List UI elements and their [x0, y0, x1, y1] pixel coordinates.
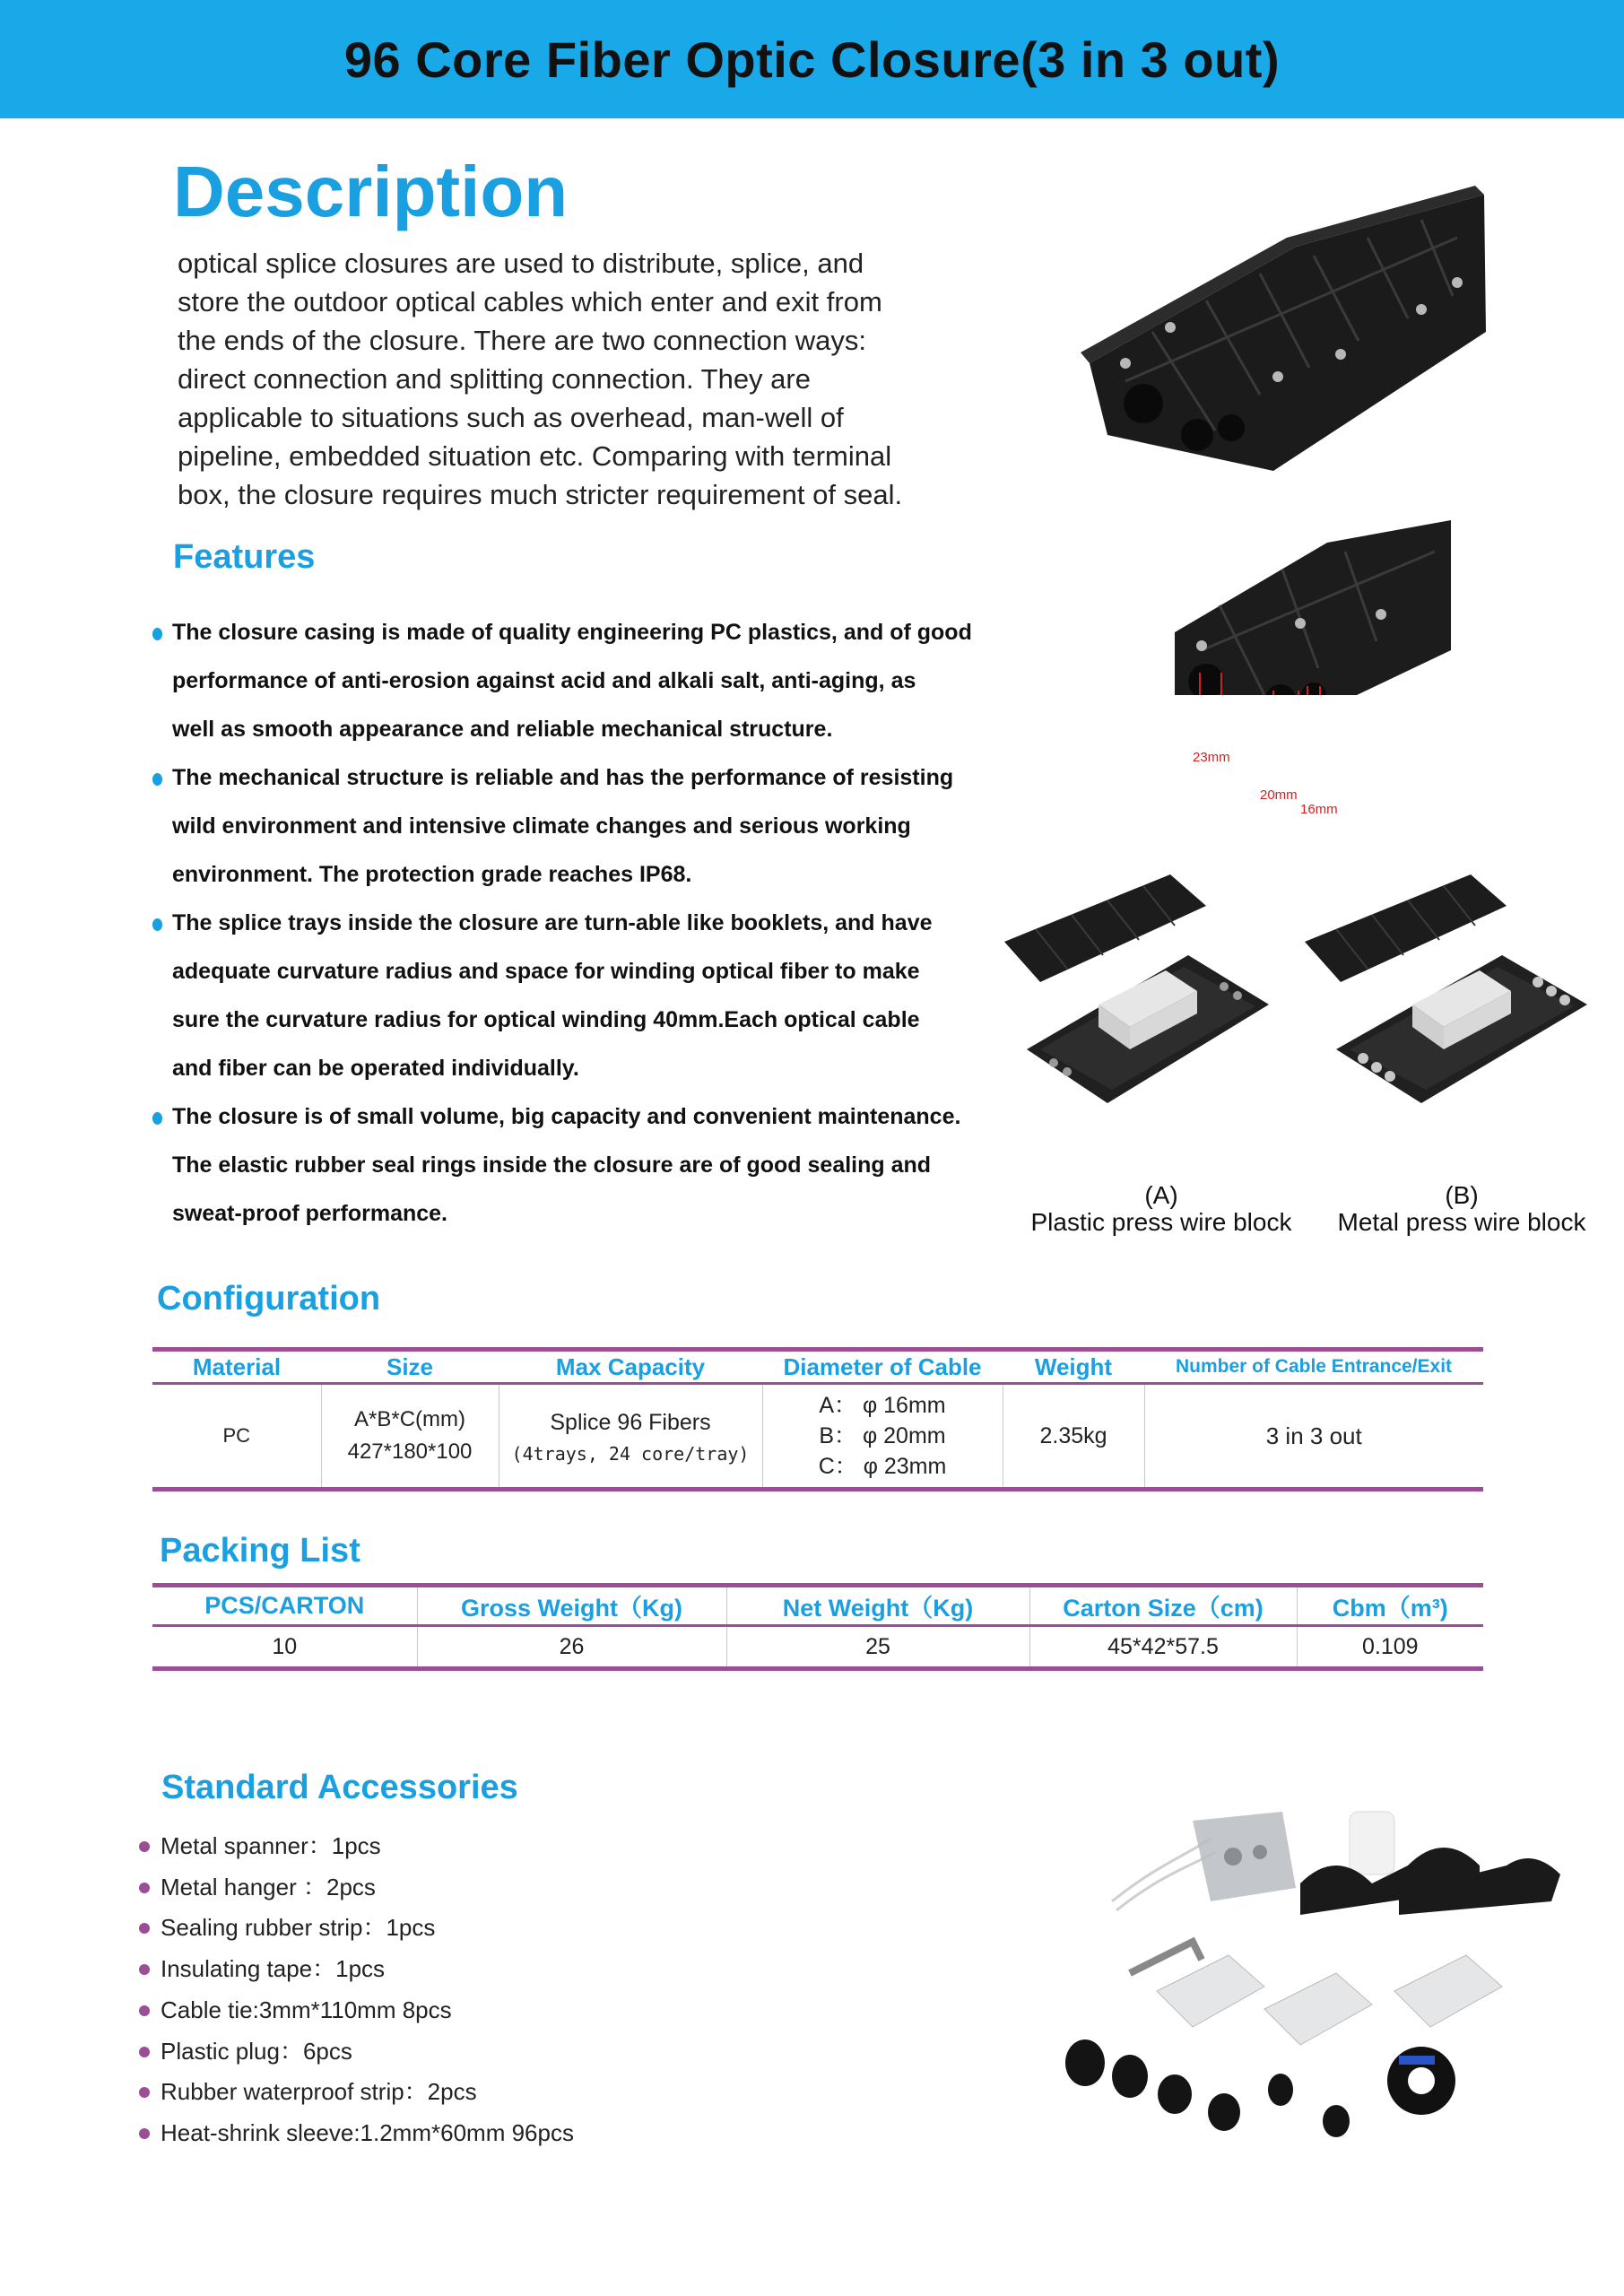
- feature-item: The splice trays inside the closure are turn-able like booklets, and have adequate curvature radius and space for winding optical fiber to make sure the curvature radius for optical winding 40mm.Each optical cable and fiber can be operated individually.: [152, 899, 1013, 1092]
- packing-header: Net Weight（Kg): [726, 1586, 1029, 1626]
- description-heading: Description: [173, 152, 569, 231]
- accessories-list: [139, 1826, 574, 2154]
- config-header: Size: [321, 1350, 499, 1384]
- description-line: store the outdoor optical cables which enter and exit from: [178, 286, 882, 317]
- diameter-c: C： φ 23mm: [818, 1454, 947, 1479]
- config-header: Max Capacity: [499, 1350, 762, 1384]
- variant-b-caption: [1327, 1182, 1596, 1236]
- variant-b-name: Metal press wire block: [1337, 1208, 1586, 1236]
- accessories-photo: [1058, 1803, 1560, 2161]
- description-line: optical splice closures are used to distribute, splice, and: [178, 248, 864, 279]
- accessory-item: Sealing rubber strip：1pcs: [139, 1908, 574, 1949]
- description-line: direct connection and splitting connection. They are: [178, 363, 811, 395]
- variant-b-photo: [1300, 870, 1596, 1135]
- accessory-item: Rubber waterproof strip：2pcs: [139, 2072, 574, 2113]
- accessory-item: Plastic plug：6pcs: [139, 2031, 574, 2073]
- dimension-label-b: 20mm: [1260, 787, 1298, 803]
- variant-a-caption: [1022, 1182, 1300, 1236]
- description-line: pipeline, embedded situation etc. Comparing with terminal: [178, 440, 892, 472]
- entrance-cell: 3 in 3 out: [1265, 1422, 1362, 1449]
- variant-a-code: (A): [1144, 1181, 1178, 1209]
- config-header: Weight: [1003, 1350, 1144, 1384]
- variant-b-code: (B): [1445, 1181, 1479, 1209]
- config-header: Number of Cable Entrance/Exit: [1144, 1350, 1483, 1384]
- packing-header: Cbm（m³): [1297, 1586, 1483, 1626]
- variant-a-photo: [1000, 870, 1278, 1135]
- packing-header: Gross Weight（Kg): [417, 1586, 726, 1626]
- accessory-item: Cable tie:3mm*110mm 8pcs: [139, 1990, 574, 2031]
- features-heading: Features: [173, 538, 316, 576]
- closure-closed-photo: [1072, 175, 1498, 493]
- config-header: Material: [152, 1350, 321, 1384]
- net-weight: 25: [726, 1626, 1029, 1669]
- size-cell: [321, 1384, 499, 1490]
- size-value: 427*180*100: [347, 1439, 473, 1464]
- page-title: 96 Core Fiber Optic Closure(3 in 3 out): [343, 30, 1281, 88]
- capacity-cell: [499, 1384, 762, 1490]
- carton-size: 45*42*57.5: [1029, 1626, 1297, 1669]
- feature-item: The closure casing is made of quality engineering PC plastics, and of good performance of anti-erosion against acid and alkali salt, anti-aging, as well as smooth appearance and reliable mechanical structure.: [152, 608, 1013, 753]
- packing-header: PCS/CARTON: [152, 1586, 417, 1626]
- description-line: the ends of the closure. There are two connection ways:: [178, 325, 866, 356]
- feature-item: The mechanical structure is reliable and has the performance of resisting wild environment and intensive climate changes and serious working environment. The protection grade reaches IP68.: [152, 753, 1013, 899]
- accessory-item: Metal hanger ：2pcs: [139, 1867, 574, 1909]
- feature-item: The closure is of small volume, big capacity and convenient maintenance. The elastic rubber seal rings inside the closure are of good sealing and sweat-proof performance.: [152, 1092, 1013, 1238]
- diameter-cell: [762, 1384, 1003, 1490]
- pcs-per-carton: 10: [152, 1626, 417, 1669]
- configuration-header-row: [152, 1350, 1483, 1384]
- gross-weight: 26: [417, 1626, 726, 1669]
- diameter-a: A： φ 16mm: [819, 1393, 946, 1418]
- material-cell: PC: [152, 1384, 321, 1490]
- dimension-label-a: 23mm: [1193, 750, 1230, 765]
- weight-cell: 2.35kg: [1003, 1384, 1144, 1490]
- variant-a-name: Plastic press wire block: [1030, 1208, 1292, 1236]
- diameter-b: B： φ 20mm: [819, 1423, 946, 1448]
- description-line: applicable to situations such as overhead, man-well of: [178, 402, 844, 433]
- title-banner: [0, 0, 1624, 118]
- features-list: [152, 608, 1013, 1238]
- size-label: A*B*C(mm): [354, 1407, 465, 1431]
- packing-header-row: [152, 1586, 1483, 1626]
- configuration-data-row: [152, 1384, 1483, 1490]
- packing-header: Carton Size（cm): [1029, 1586, 1297, 1626]
- config-header: Diameter of Cable: [762, 1350, 1003, 1384]
- capacity-main: Splice 96 Fibers: [550, 1410, 711, 1435]
- configuration-heading: Configuration: [157, 1280, 381, 1318]
- accessory-item: Heat-shrink sleeve:1.2mm*60mm 96pcs: [139, 2113, 574, 2154]
- packing-data-row: [152, 1626, 1483, 1669]
- accessory-item: Metal spanner：1pcs: [139, 1826, 574, 1867]
- dimension-label-c: 16mm: [1300, 802, 1338, 817]
- packing-heading: Packing List: [160, 1532, 360, 1570]
- accessories-heading: Standard Accessories: [161, 1769, 518, 1806]
- accessory-item: Insulating tape：1pcs: [139, 1949, 574, 1990]
- description-line: box, the closure requires much stricter requirement of seal.: [178, 479, 903, 510]
- cbm-value: 0.109: [1361, 1633, 1419, 1659]
- port-dimension-photo: [1166, 516, 1453, 695]
- configuration-table: [152, 1347, 1483, 1492]
- capacity-sub: (4trays, 24 core/tray): [511, 1443, 750, 1465]
- packing-table: [152, 1583, 1483, 1671]
- description-text: [178, 244, 931, 514]
